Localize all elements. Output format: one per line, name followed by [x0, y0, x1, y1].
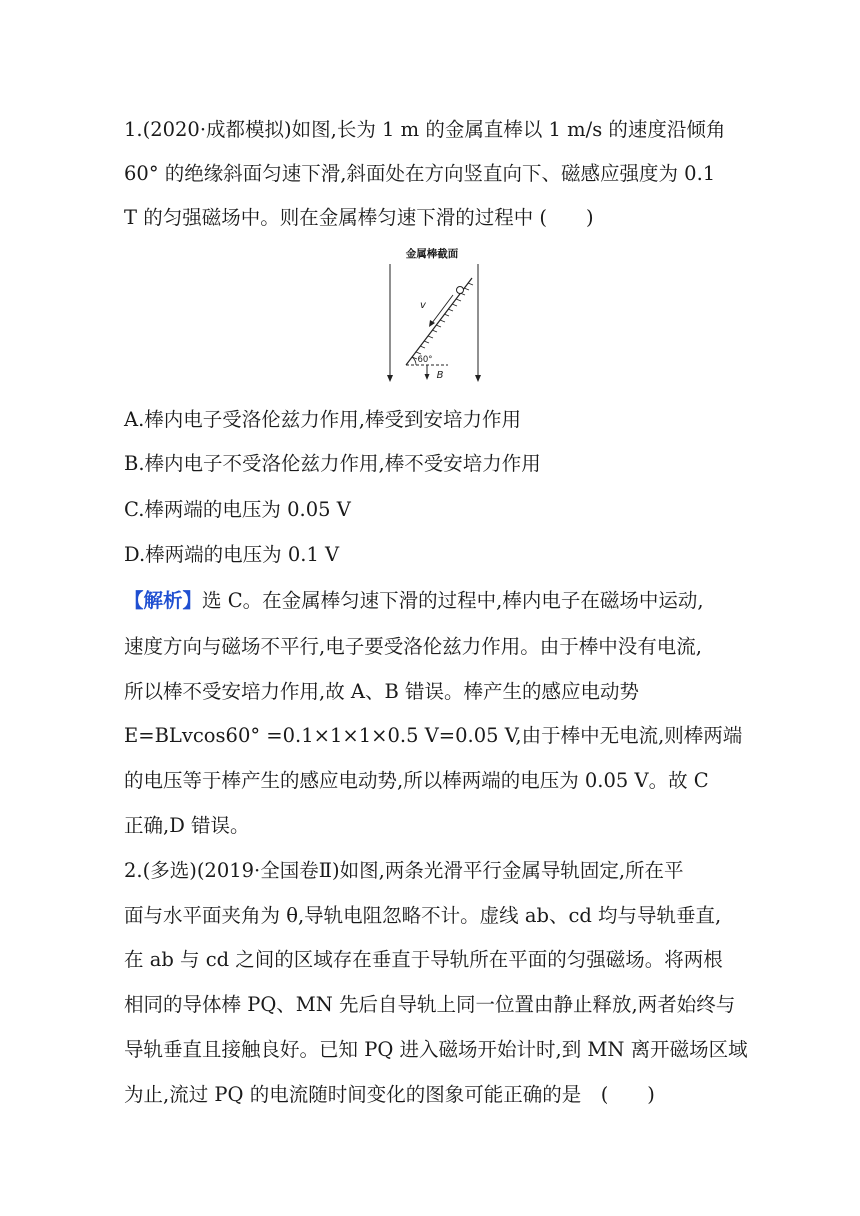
q2-stem-line-4: 相同的导体棒 PQ、MN 先后自导轨上同一位置由静止释放,两者始终与 — [124, 993, 736, 1016]
inclined-rod-figure — [376, 244, 488, 388]
q2-stem-line-2: 面与水平面夹角为 θ,导轨电阻忽略不计。虚线 ab、cd 均与导轨垂直, — [124, 904, 722, 927]
angle-label: 60° — [417, 355, 433, 365]
analysis-tag: 【解析】 — [124, 589, 203, 612]
analysis-text: 选 C。在金属棒匀速下滑的过程中,棒内电子在磁场中运动, — [202, 589, 704, 612]
q1-option-c: C.棒两端的电压为 0.05 V — [124, 498, 351, 521]
q2-stem-line-5: 导轨垂直且接触良好。已知 PQ 进入磁场开始计时,到 MN 离开磁场区域 — [124, 1038, 748, 1061]
analysis-line-3: 所以棒不受安培力作用,故 A、B 错误。棒产生的感应电动势 — [124, 680, 640, 703]
q1-stem-line-1: 1.(2020·成都模拟)如图,长为 1 m 的金属直棒以 1 m/s 的速度沿倾角 — [124, 118, 726, 141]
q2-stem-line-3: 在 ab 与 cd 之间的区域存在垂直于导轨所在平面的匀强磁场。将两根 — [124, 948, 723, 971]
analysis-line-5: 的电压等于棒产生的感应电动势,所以棒两端的电压为 0.05 V。故 C — [124, 769, 709, 792]
field-label: B — [436, 370, 444, 381]
figure-title: 金属棒截面 — [405, 248, 459, 260]
analysis-line-1 — [124, 587, 704, 615]
q2-stem-line-1: 2.(多选)(2019·全国卷Ⅱ)如图,两条光滑平行金属导轨固定,所在平 — [124, 859, 684, 882]
q1-option-b: B.棒内电子不受洛伦兹力作用,棒不受安培力作用 — [124, 452, 541, 475]
q1-stem-line-2: 60° 的绝缘斜面匀速下滑,斜面处在方向竖直向下、磁感应强度为 0.1 — [124, 162, 716, 185]
analysis-line-2: 速度方向与磁场不平行,电子要受洛伦兹力作用。由于棒中没有电流, — [124, 635, 702, 658]
analysis-line-6: 正确,D 错误。 — [124, 814, 250, 837]
velocity-label: v — [420, 300, 426, 311]
q1-option-d: D.棒两端的电压为 0.1 V — [124, 543, 340, 566]
analysis-line-4: E=BLvcos60° =0.1×1×1×0.5 V=0.05 V,由于棒中无电流,则棒两端 — [124, 724, 743, 747]
q2-stem-line-6: 为止,流过 PQ 的电流随时间变化的图象可能正确的是 ( ) — [124, 1083, 655, 1106]
q1-stem-line-3: T 的匀强磁场中。则在金属棒匀速下滑的过程中 ( ) — [124, 206, 594, 229]
q1-option-a: A.棒内电子受洛伦兹力作用,棒受到安培力作用 — [124, 408, 521, 431]
